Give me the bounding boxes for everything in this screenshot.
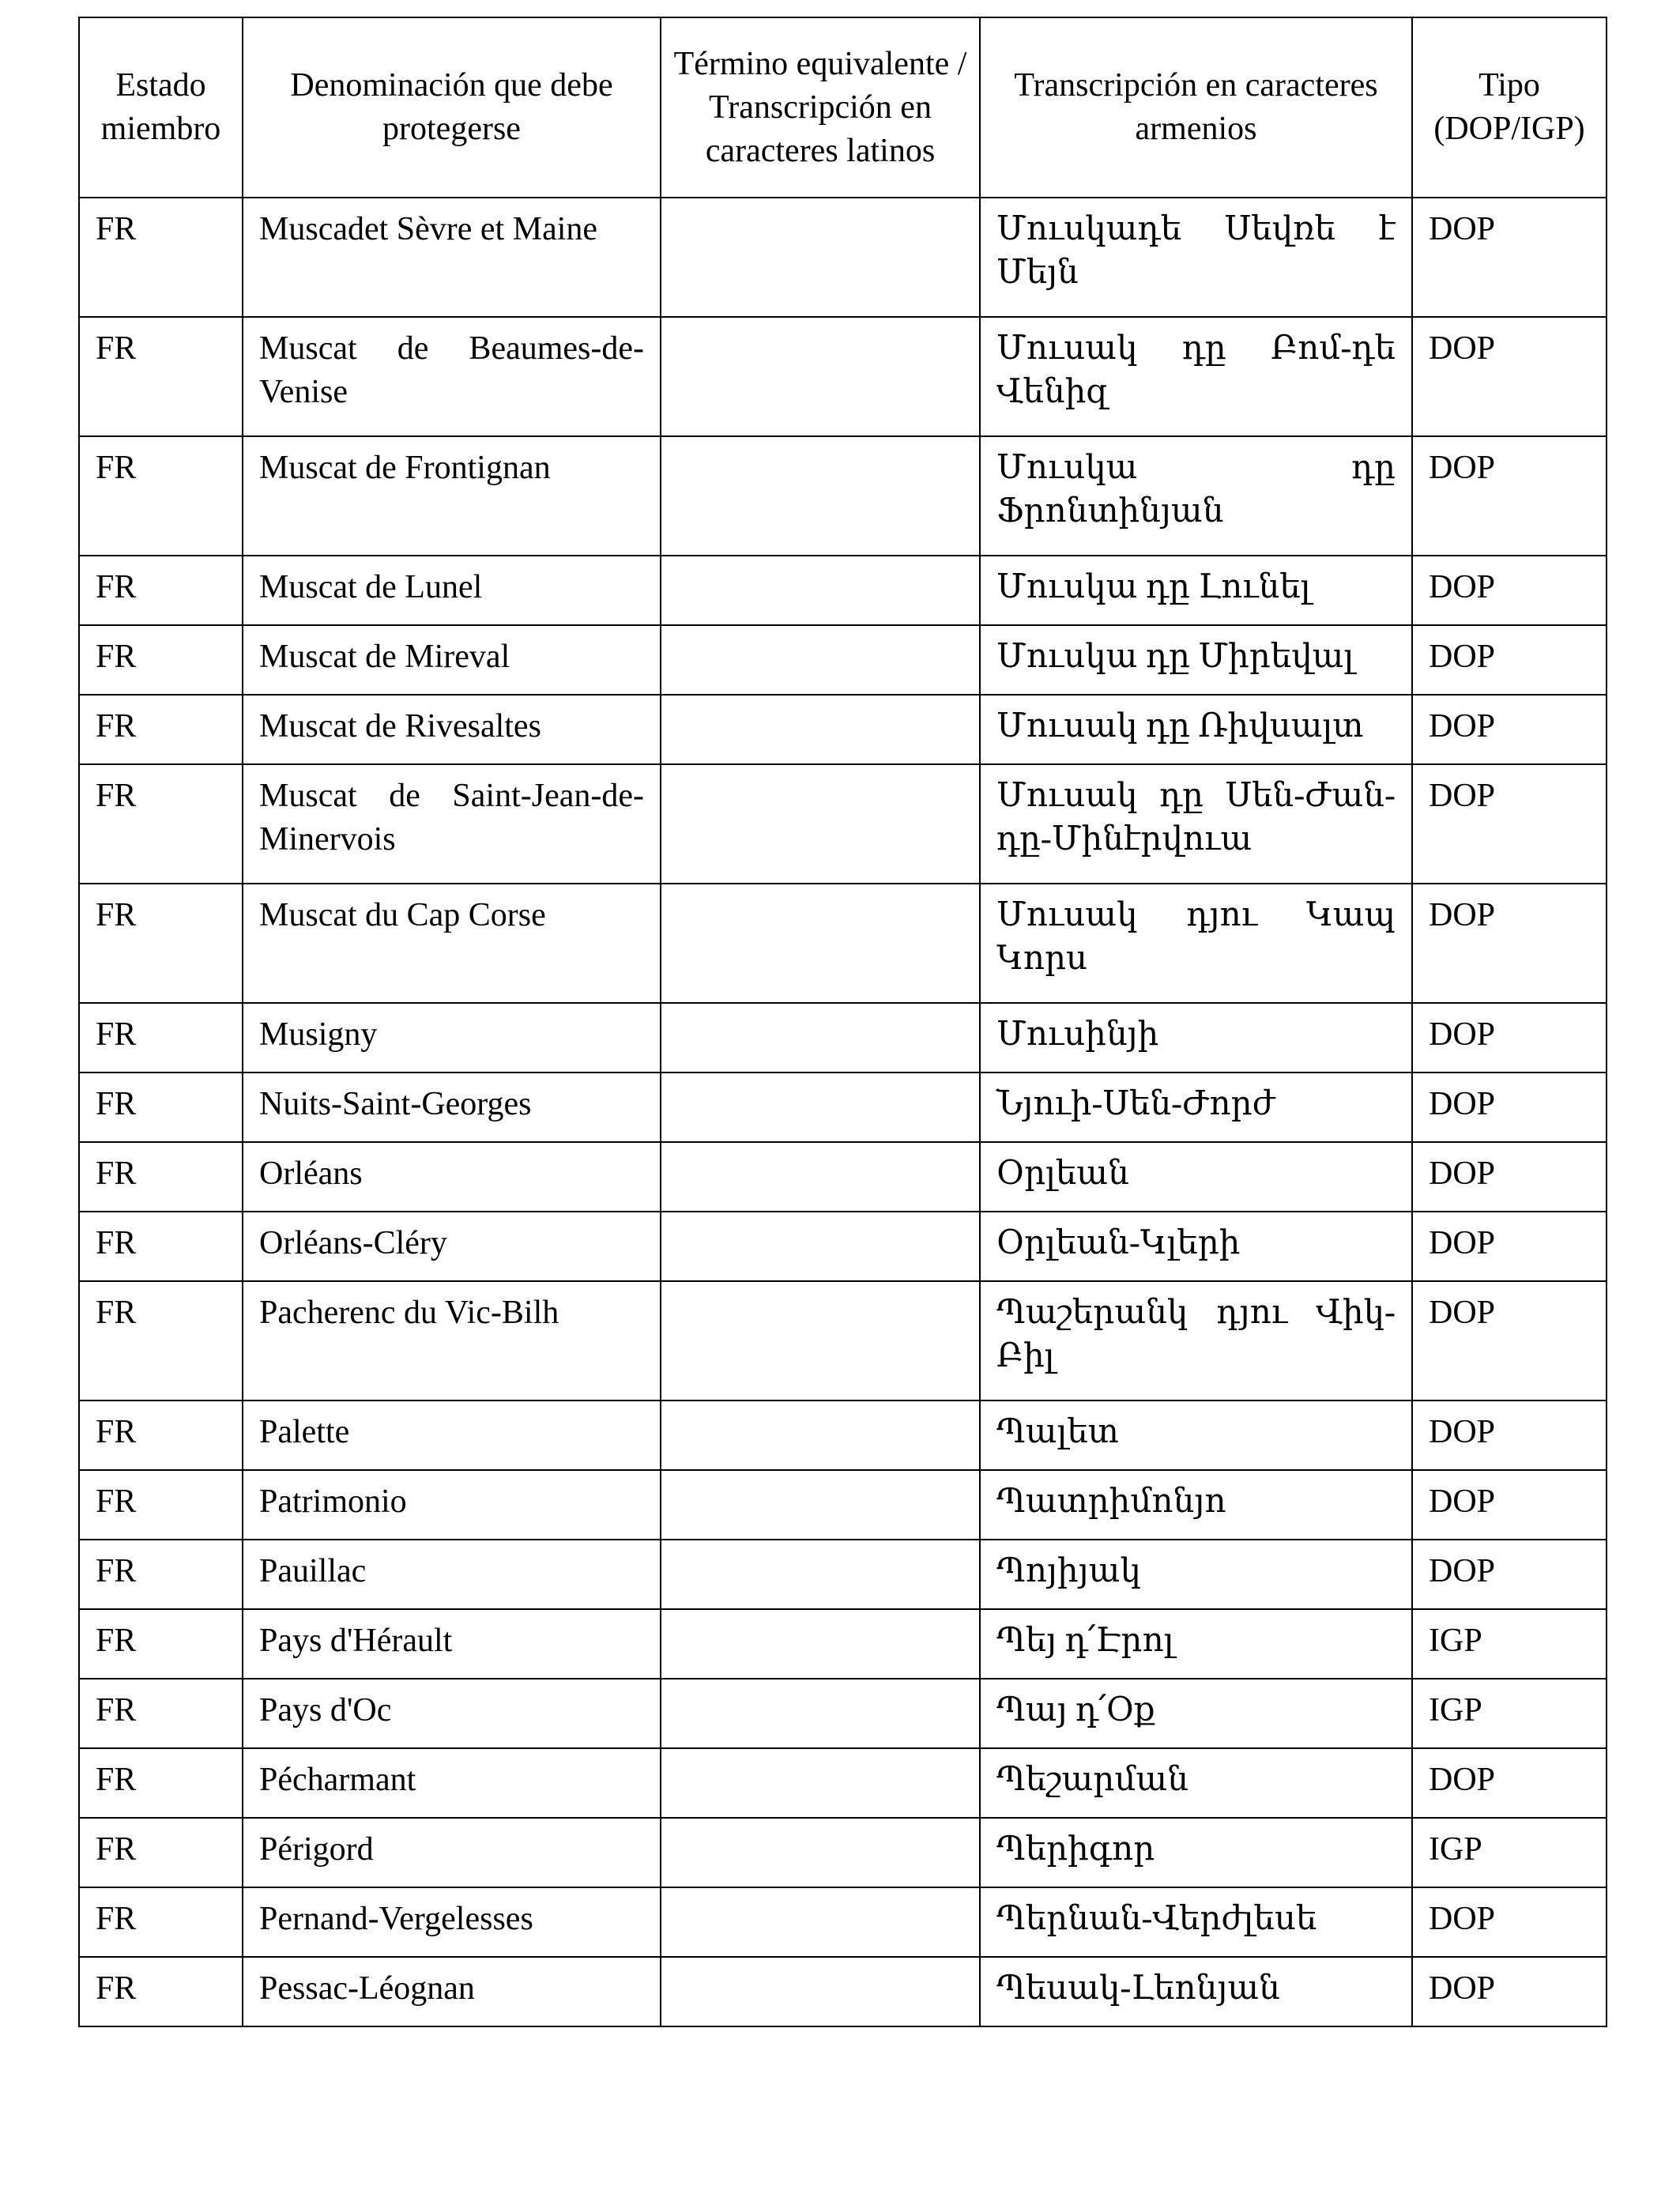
cell-type: DOP <box>1412 317 1607 436</box>
header-type: Tipo (DOP/IGP) <box>1412 17 1607 198</box>
cell-state: FR <box>79 317 243 436</box>
cell-name: Muscat de Mireval <box>243 625 661 695</box>
cell-equivalent <box>661 1609 980 1679</box>
cell-armenian: Պեյ դ՛Էրոլ <box>980 1609 1412 1679</box>
cell-type: DOP <box>1412 556 1607 625</box>
cell-state: FR <box>79 1072 243 1142</box>
table-row <box>79 695 1607 764</box>
cell-equivalent <box>661 1281 980 1400</box>
table-row <box>79 1609 1607 1679</box>
cell-equivalent <box>661 1540 980 1609</box>
cell-armenian: Պեշարման <box>980 1748 1412 1818</box>
cell-equivalent <box>661 556 980 625</box>
cell-type: DOP <box>1412 1957 1607 2026</box>
cell-name: Orléans-Cléry <box>243 1212 661 1281</box>
cell-name: Pays d'Oc <box>243 1679 661 1748</box>
cell-type: DOP <box>1412 1142 1607 1212</box>
cell-state: FR <box>79 1540 243 1609</box>
cell-armenian: Մուսակ դը Բոմ-դե Վենիզ <box>980 317 1412 436</box>
cell-name: Pernand-Vergelesses <box>243 1887 661 1957</box>
header-protected-name: Denominación que debe protegerse <box>243 17 661 198</box>
table-row <box>79 764 1607 884</box>
cell-type: DOP <box>1412 1003 1607 1072</box>
table-row <box>79 1679 1607 1748</box>
cell-state: FR <box>79 1609 243 1679</box>
cell-name: Périgord <box>243 1818 661 1887</box>
cell-type: IGP <box>1412 1818 1607 1887</box>
cell-type: DOP <box>1412 198 1607 317</box>
cell-type: DOP <box>1412 884 1607 1003</box>
cell-state: FR <box>79 556 243 625</box>
cell-type: DOP <box>1412 1470 1607 1540</box>
table-row <box>79 198 1607 317</box>
cell-state: FR <box>79 1679 243 1748</box>
cell-name: Muscadet Sèvre et Maine <box>243 198 661 317</box>
table-row <box>79 1072 1607 1142</box>
cell-name: Palette <box>243 1400 661 1470</box>
cell-armenian: Մուսակ դը Ռիվսալտ <box>980 695 1412 764</box>
cell-type: DOP <box>1412 1281 1607 1400</box>
cell-equivalent <box>661 1679 980 1748</box>
cell-state: FR <box>79 1818 243 1887</box>
cell-equivalent <box>661 1887 980 1957</box>
table-row <box>79 1540 1607 1609</box>
cell-equivalent <box>661 1748 980 1818</box>
cell-armenian: Պատրիմոնյո <box>980 1470 1412 1540</box>
table-row <box>79 317 1607 436</box>
cell-type: IGP <box>1412 1679 1607 1748</box>
cell-name: Muscat de Saint-Jean-de-Minervois <box>243 764 661 884</box>
table-row <box>79 884 1607 1003</box>
cell-state: FR <box>79 1400 243 1470</box>
cell-type: DOP <box>1412 625 1607 695</box>
cell-equivalent <box>661 1003 980 1072</box>
table-row <box>79 1400 1607 1470</box>
cell-type: IGP <box>1412 1609 1607 1679</box>
table-row <box>79 1281 1607 1400</box>
header-equivalent-term: Término equivalente / Transcripción en caracteres latinos <box>661 17 980 198</box>
cell-equivalent <box>661 436 980 556</box>
cell-name: Pessac-Léognan <box>243 1957 661 2026</box>
table-row <box>79 1142 1607 1212</box>
cell-name: Musigny <box>243 1003 661 1072</box>
cell-armenian: Նյուի-Սեն-Ժորժ <box>980 1072 1412 1142</box>
cell-equivalent <box>661 1957 980 2026</box>
cell-state: FR <box>79 695 243 764</box>
table-row <box>79 556 1607 625</box>
cell-state: FR <box>79 198 243 317</box>
cell-state: FR <box>79 1748 243 1818</box>
cell-equivalent <box>661 884 980 1003</box>
table-row <box>79 1470 1607 1540</box>
cell-equivalent <box>661 695 980 764</box>
cell-equivalent <box>661 1470 980 1540</box>
cell-armenian: Մուսկա դը Միրեվալ <box>980 625 1412 695</box>
cell-state: FR <box>79 1887 243 1957</box>
table-row <box>79 625 1607 695</box>
table-row <box>79 1957 1607 2026</box>
cell-state: FR <box>79 1003 243 1072</box>
cell-armenian: Մուսինյի <box>980 1003 1412 1072</box>
cell-equivalent <box>661 1212 980 1281</box>
cell-name: Muscat de Rivesaltes <box>243 695 661 764</box>
cell-armenian: Մուսկա դը Ֆրոնտինյան <box>980 436 1412 556</box>
cell-equivalent <box>661 1400 980 1470</box>
cell-equivalent <box>661 317 980 436</box>
cell-state: FR <box>79 436 243 556</box>
cell-type: DOP <box>1412 1748 1607 1818</box>
cell-name: Muscat du Cap Corse <box>243 884 661 1003</box>
cell-equivalent <box>661 625 980 695</box>
cell-name: Nuits-Saint-Georges <box>243 1072 661 1142</box>
table-row <box>79 1003 1607 1072</box>
cell-name: Muscat de Frontignan <box>243 436 661 556</box>
cell-state: FR <box>79 1142 243 1212</box>
cell-type: DOP <box>1412 1400 1607 1470</box>
table-row <box>79 1212 1607 1281</box>
cell-name: Orléans <box>243 1142 661 1212</box>
cell-state: FR <box>79 625 243 695</box>
table-row <box>79 1887 1607 1957</box>
cell-state: FR <box>79 884 243 1003</box>
cell-equivalent <box>661 1818 980 1887</box>
cell-type: DOP <box>1412 1072 1607 1142</box>
header-member-state: Estado miembro <box>79 17 243 198</box>
appellations-table <box>78 17 1607 2027</box>
cell-armenian: Պայ դ՛Օք <box>980 1679 1412 1748</box>
table-body <box>79 198 1607 2026</box>
cell-equivalent <box>661 1142 980 1212</box>
table-row <box>79 1818 1607 1887</box>
cell-armenian: Պերնան-Վերժլեսե <box>980 1887 1412 1957</box>
cell-type: DOP <box>1412 1540 1607 1609</box>
cell-armenian: Մուսակ դյու Կապ Կորս <box>980 884 1412 1003</box>
cell-armenian: Մուսակ դը Սեն-Ժան-դը-Մինէրվուա <box>980 764 1412 884</box>
cell-type: DOP <box>1412 1212 1607 1281</box>
cell-type: DOP <box>1412 764 1607 884</box>
cell-state: FR <box>79 1470 243 1540</box>
cell-type: DOP <box>1412 1887 1607 1957</box>
cell-state: FR <box>79 764 243 884</box>
cell-armenian: Պեսակ-Լեոնյան <box>980 1957 1412 2026</box>
cell-name: Pacherenc du Vic-Bilh <box>243 1281 661 1400</box>
cell-state: FR <box>79 1957 243 2026</box>
cell-name: Muscat de Beaumes-de-Venise <box>243 317 661 436</box>
cell-armenian: Պոյիյակ <box>980 1540 1412 1609</box>
cell-armenian: Պալետ <box>980 1400 1412 1470</box>
cell-name: Pays d'Hérault <box>243 1609 661 1679</box>
cell-name: Patrimonio <box>243 1470 661 1540</box>
table-header-row <box>79 17 1607 198</box>
cell-equivalent <box>661 1072 980 1142</box>
cell-equivalent <box>661 198 980 317</box>
cell-type: DOP <box>1412 436 1607 556</box>
cell-armenian: Մուսկա դը Լունել <box>980 556 1412 625</box>
cell-type: DOP <box>1412 695 1607 764</box>
cell-name: Pécharmant <box>243 1748 661 1818</box>
cell-state: FR <box>79 1212 243 1281</box>
cell-name: Pauillac <box>243 1540 661 1609</box>
cell-armenian: Պաշերանկ դյու Վիկ-Բիլ <box>980 1281 1412 1400</box>
cell-state: FR <box>79 1281 243 1400</box>
cell-armenian: Մուսկադե Սեվռե է Մեյն <box>980 198 1412 317</box>
cell-armenian: Օրլեան-Կլերի <box>980 1212 1412 1281</box>
table-row <box>79 1748 1607 1818</box>
cell-name: Muscat de Lunel <box>243 556 661 625</box>
cell-equivalent <box>661 764 980 884</box>
header-armenian-transcription: Transcripción en caracteres armenios <box>980 17 1412 198</box>
cell-armenian: Պերիգոր <box>980 1818 1412 1887</box>
cell-armenian: Օրլեան <box>980 1142 1412 1212</box>
table-row <box>79 436 1607 556</box>
